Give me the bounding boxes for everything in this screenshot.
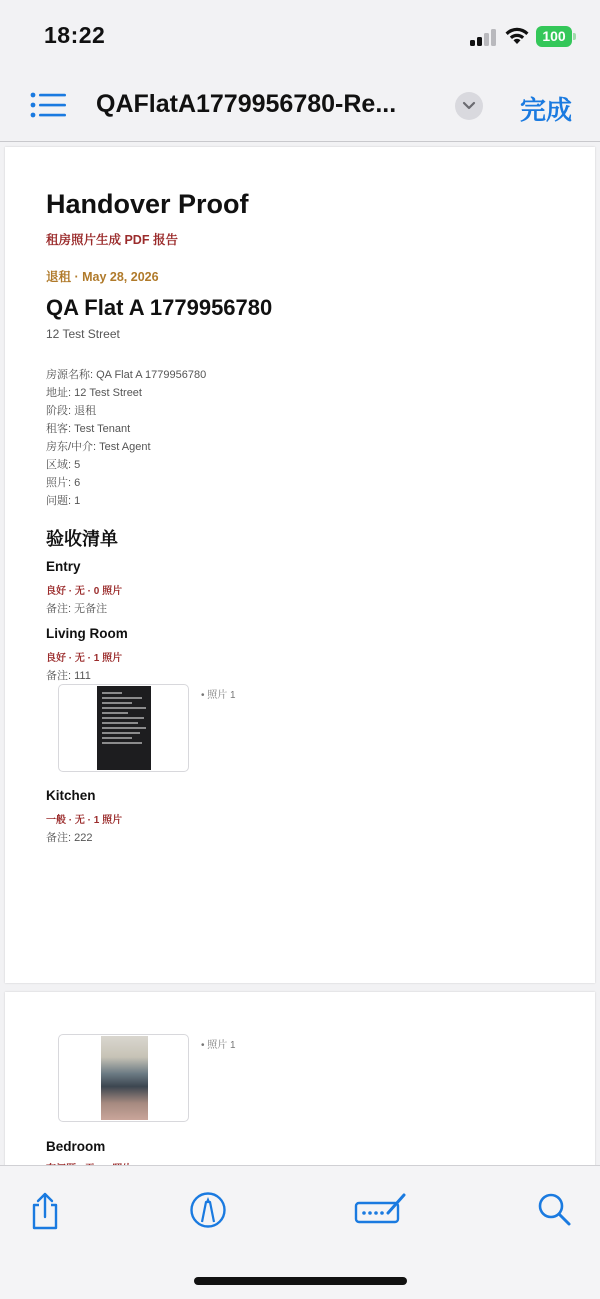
list-icon[interactable] <box>30 92 66 118</box>
room-name: Bedroom <box>46 1139 106 1154</box>
room-note: 备注: 无备注 <box>46 603 108 615</box>
property-name: QA Flat A 1779956780 <box>46 295 273 320</box>
pdf-page-1 <box>5 147 595 983</box>
photo-caption: • 照片 1 <box>201 690 236 701</box>
info-line: 房源名称: QA Flat A 1779956780 <box>46 369 207 381</box>
room-status: 一般 · 无 · 1 照片 <box>46 815 123 826</box>
report-title: Handover Proof <box>46 189 249 219</box>
navigation-bar <box>0 70 600 142</box>
battery-icon <box>536 26 576 47</box>
markup-icon[interactable] <box>189 1191 227 1229</box>
property-address: 12 Test Street <box>46 327 120 341</box>
info-line: 房东/中介: Test Agent <box>46 441 151 453</box>
done-button[interactable]: 完成 <box>520 95 573 125</box>
checklist-title: 验收清单 <box>46 529 118 549</box>
share-icon[interactable] <box>28 1191 62 1231</box>
cellular-signal-icon <box>470 28 498 46</box>
pdf-page-2 <box>5 992 595 1192</box>
status-bar <box>0 0 600 70</box>
info-line: 区域: 5 <box>46 459 81 471</box>
search-icon[interactable] <box>536 1191 572 1227</box>
info-line: 地址: 12 Test Street <box>46 387 142 399</box>
keyboard-signature-icon[interactable] <box>354 1191 408 1225</box>
stage-date: 退租 · May 28, 2026 <box>46 270 159 284</box>
room-note: 备注: 222 <box>46 832 93 844</box>
room-name: Living Room <box>46 626 128 641</box>
battery-level: 100 <box>542 28 566 44</box>
screenshot-photo <box>97 686 151 770</box>
clock: 18:22 <box>44 22 106 48</box>
title-menu-button[interactable] <box>455 92 483 120</box>
room-name: Kitchen <box>46 788 96 803</box>
info-line: 阶段: 退租 <box>46 405 97 417</box>
wifi-icon <box>504 26 530 46</box>
room-status: 良好 · 无 · 1 照片 <box>46 653 123 664</box>
info-line: 照片: 6 <box>46 477 81 489</box>
info-line: 租客: Test Tenant <box>46 423 131 435</box>
room-name: Entry <box>46 559 81 574</box>
photo-caption: • 照片 1 <box>201 1040 236 1051</box>
room-photo <box>101 1036 148 1120</box>
document-title[interactable]: QAFlatA1779956780-Re... <box>96 90 397 118</box>
room-photo-thumbnail[interactable] <box>58 1034 189 1122</box>
room-note: 备注: 111 <box>46 670 91 682</box>
chevron-down-icon <box>462 100 476 112</box>
home-indicator[interactable] <box>194 1277 407 1285</box>
info-line: 问题: 1 <box>46 495 81 507</box>
report-subtitle: 租房照片生成 PDF 报告 <box>46 233 178 247</box>
room-status: 良好 · 无 · 0 照片 <box>46 586 123 597</box>
room-photo-thumbnail[interactable] <box>58 684 189 772</box>
